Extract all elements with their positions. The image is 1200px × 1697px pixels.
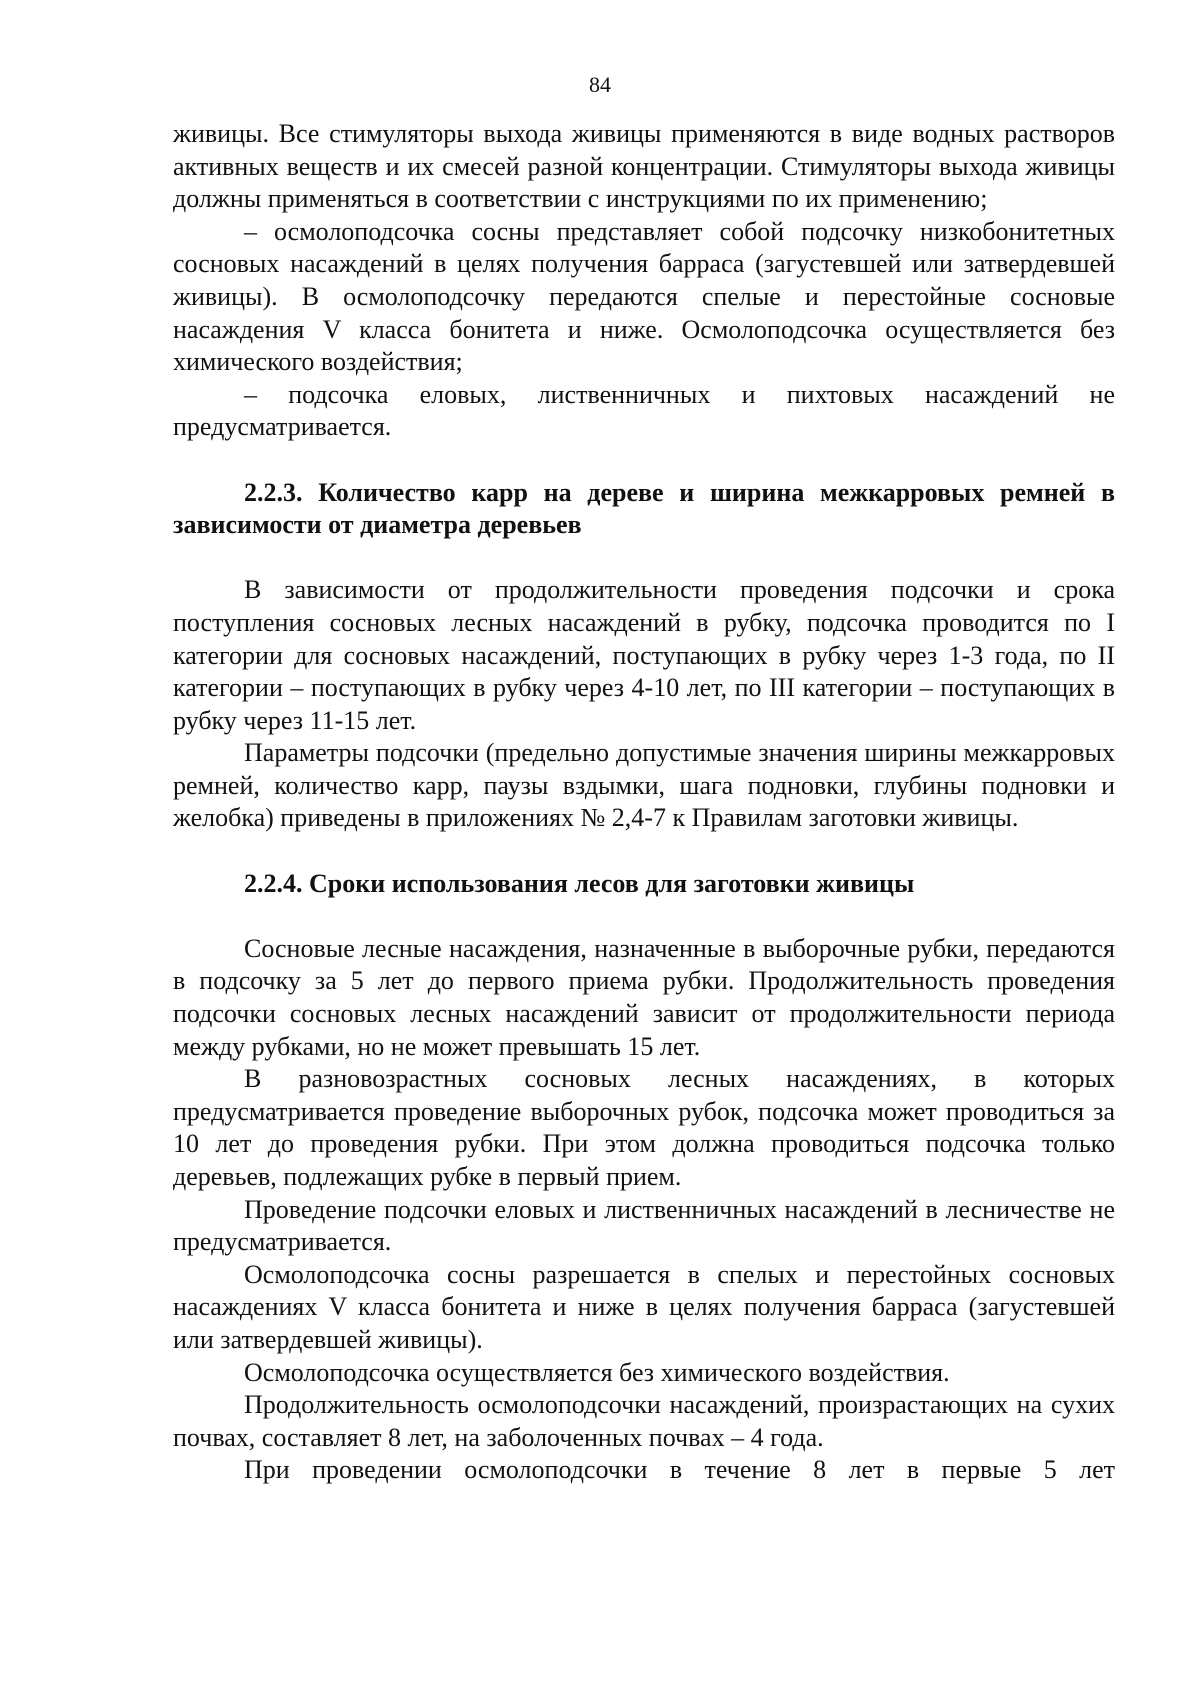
paragraph-selective-felling: Сосновые лесные насаждения, назначенные в выборочные рубки, передаются в подсочку за 5 лет до первого приема рубки. Продолжительность проведения подсочки сосновых лесных насаждений зависит от продолжительности периода между рубками, но не может превышать 15 лет. [173,933,1115,1061]
spacer [173,835,1115,868]
page-body [173,118,1115,1487]
spacer [173,900,1115,933]
paragraph-continuation: живицы. Все стимуляторы выхода живицы применяются в виде водных растворов активных веществ и их смесей разной концентрации. Стимуляторы выхода живицы должны применяться в соответствии с инструкциями по их применению; [173,119,1115,214]
paragraph-categories: В зависимости от продолжительности проведения подсочки и срока поступления сосновых лесных насаждений в рубку, подсочка проводится по I категории для сосновых насаждений, поступающих в рубку через 1-3 года, по II категории – поступающих в рубку через 4-10 лет, по III категории – поступающих в рубку через 11-15 лет. [173,575,1115,735]
section-heading-2-2-3: 2.2.3. Количество карр на дереве и ширина межкарровых ремней в зависимости от диаметра деревьев [173,477,1115,540]
paragraph-osmolopodsochka-allowed: Осмолоподсочка сосны разрешается в спелых и перестойных сосновых насаждениях V класса бонитета и ниже в целях получения барраса (загустевшей или затвердевшей живицы). [173,1259,1115,1354]
paragraph-uneven-aged-stands: В разновозрастных сосновых лесных насаждениях, в которых предусматривается проведение выборочных рубок, подсочка может проводиться за 10 лет до проведения рубки. При этом должна проводиться подсочка только деревьев, подлежащих рубке в первый прием. [173,1064,1115,1191]
paragraph-spruce-larch: Проведение подсочки еловых и лиственничных насаждений в лесничестве не предусматривается. [173,1194,1115,1257]
spacer [173,444,1115,477]
paragraph-parameters: Параметры подсочки (предельно допустимые значения ширины межкарровых ремней, количество карр, паузы вздымки, шага подновки, глубины подновки и желобка) приведены в приложениях № 2,4-7 к Правилам заготовки живицы. [173,738,1115,833]
spacer [173,542,1115,575]
paragraph-no-chemicals: Осмолоподсочка осуществляется без химического воздействия. [244,1357,950,1387]
list-item-no-spruce-tapping: – подсочка еловых, лиственничных и пихтовых насаждений не предусматривается. [173,379,1115,442]
list-item-osmolopodsochka: – осмолоподсочка сосны представляет собой подсочку низкобонитетных сосновых насаждений в целях получения барраса (загустевшей или затвердевшей живицы). В осмолоподсочку передаются спелые и перестойные сосновые насаждения V класса бонитета и ниже. Осмолоподсочка осуществляется без химического воздействия; [173,216,1115,377]
section-heading-2-2-4: 2.2.4. Сроки использования лесов для заготовки живицы [244,868,915,898]
paragraph-duration: Продолжительность осмолоподсочки насаждений, произрастающих на сухих почвах, составляет 8 лет, на заболоченных почвах – 4 года. [173,1390,1115,1452]
paragraph-eight-years: При проведении осмолоподсочки в течение 8 лет в первые 5 лет [244,1455,1115,1485]
page-number: 84 [589,72,611,97]
